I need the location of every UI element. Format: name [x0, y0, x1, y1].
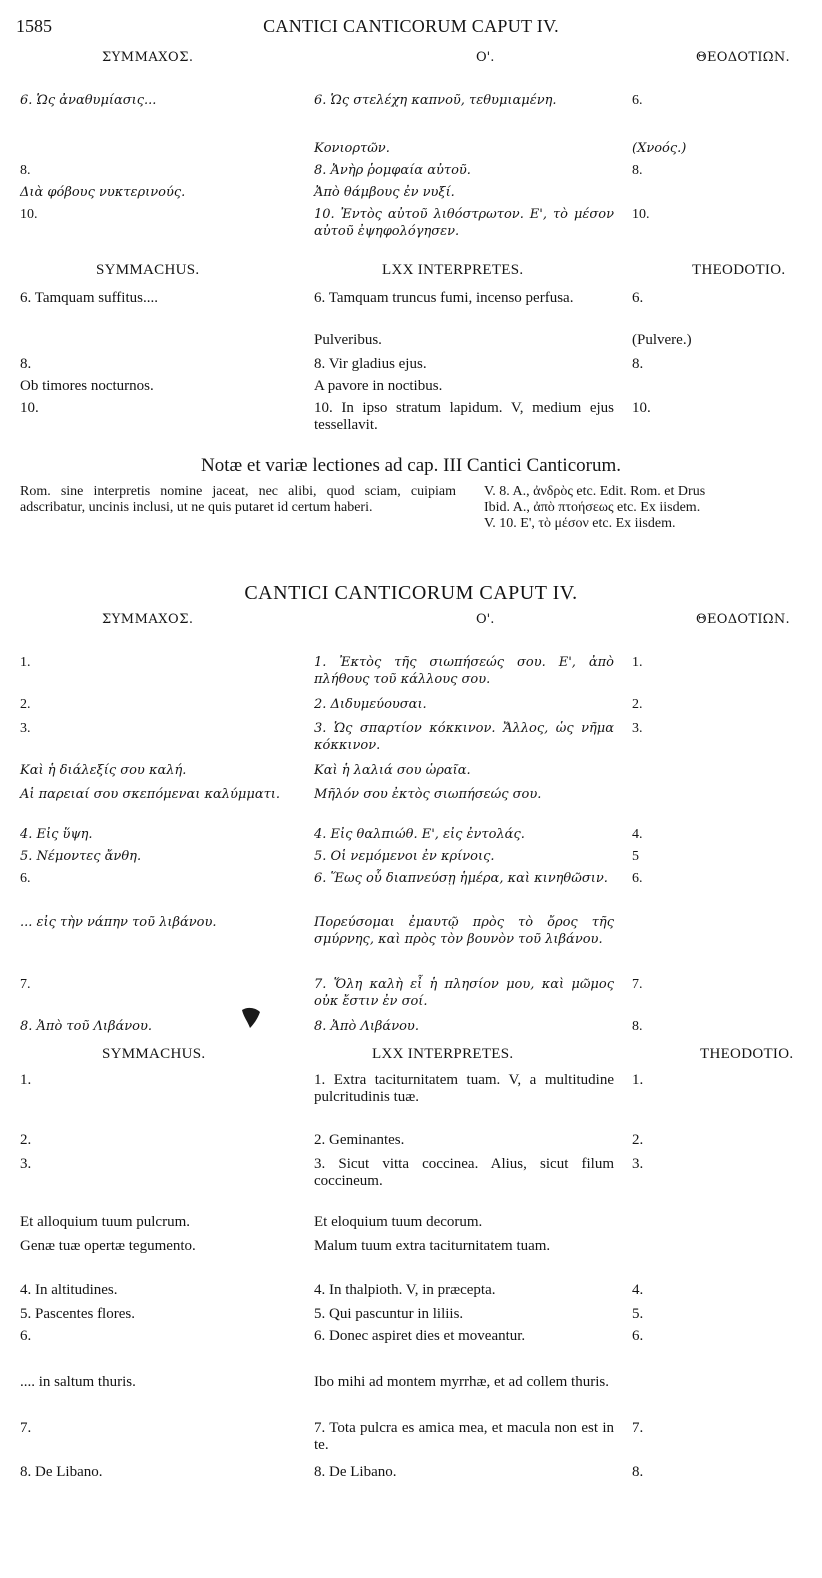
lxx-cell: Ἀπὸ θάμβους ἐν νυξί. [314, 185, 455, 200]
header-lxx-latin-2: LXX INTERPRETES. [372, 1046, 514, 1062]
table-row [0, 332, 822, 356]
symmachus-cell: 6. [20, 871, 31, 886]
theodotion-cell: 4. [632, 827, 643, 842]
lxx-cell: 7. Ὅλη καλὴ εἶ ἡ πλησίον μου, καὶ μῶμος οὐκ ἔστιν ἐν σοί. [314, 977, 614, 1009]
lxx-cell: 4. Εἰς θαλπιώθ. Ε', εἰς ἐντολάς. [314, 827, 525, 842]
table-row [0, 378, 822, 400]
theodotion-cell: 5 [632, 849, 639, 864]
theodotion-cell: 1. [632, 655, 643, 670]
symmachus-cell: 7. [20, 1420, 32, 1436]
lxx-cell: 8. Vir gladius ejus. [314, 356, 427, 372]
table-row [0, 290, 822, 332]
table-row [0, 826, 822, 848]
symmachus-cell: 6. Ὡς ἀναθυμίασις... [20, 93, 157, 108]
symmachus-cell: Ob timores nocturnos. [20, 378, 154, 394]
theodotion-cell: (Χνοός.) [632, 141, 687, 156]
theodotio-cell: 2. [632, 1132, 644, 1148]
note-line: V. 8. A., ἀνδρὸς etc. Edit. Rom. et Drus [484, 484, 706, 499]
header-theodotion-greek: ΘΕΟΔΟΤΙΩΝ. [696, 50, 790, 65]
symmachus-cell: 1. [20, 1072, 32, 1088]
header-lxx-greek: Ο'. [476, 50, 495, 65]
table-row [0, 870, 822, 914]
table-row [0, 184, 822, 206]
lxx-cell: Καὶ ἡ λαλιά σου ὡραῖα. [314, 763, 471, 778]
table-row [0, 1132, 822, 1156]
table-row [0, 206, 822, 246]
notes-title: Notæ et variæ lectiones ad cap. III Cantici Canticorum. [201, 455, 621, 476]
theodotion-cell: 8. [632, 1019, 643, 1034]
symmachus-cell: 6. [20, 1328, 32, 1344]
lxx-cell: 6. Ἕως οὗ διαπνεύσῃ ἡμέρα, καὶ κινηθῶσιν. [314, 871, 608, 886]
theodotion-cell: 8. [632, 163, 643, 178]
table-row [0, 762, 822, 786]
theodotio-cell: (Pulvere.) [632, 332, 692, 348]
symmachus-cell: 10. [20, 400, 39, 416]
lxx-cell: 10. Ἐντὸς αὐτοῦ λιθόστρωτον. Ε', τὸ μέσον αὐτοῦ ἐψηφολόγησεν. [314, 207, 614, 239]
theodotion-cell: 6. [632, 871, 643, 886]
theodotio-cell: 7. [632, 1420, 644, 1436]
table-row [0, 696, 822, 720]
lxx-cell: 7. Tota pulcra es amica mea, et macula non est in te. [314, 1420, 614, 1453]
symmachus-cell: 7. [20, 977, 31, 992]
lxx-cell: 8. Ἀπὸ Λιβάνου. [314, 1019, 419, 1034]
lxx-cell: Et eloquium tuum decorum. [314, 1214, 483, 1230]
header-theodotion-greek-2: ΘΕΟΔΟΤΙΩΝ. [696, 612, 790, 627]
lxx-cell: 6. Ὡς στελέχη καπνοῦ, τεθυμιαμένη. [314, 93, 557, 108]
table-row [0, 1238, 822, 1282]
table-row [0, 1282, 822, 1306]
symmachus-cell: Καὶ ἡ διάλεξίς σου καλή. [20, 763, 187, 778]
theodotion-cell: 3. [632, 721, 643, 736]
symmachus-cell: Et alloquium tuum pulcrum. [20, 1214, 190, 1230]
symmachus-cell: 3. [20, 1156, 32, 1172]
header-symmachus-greek: ΣΥΜΜΑΧΟΣ. [102, 50, 194, 65]
lxx-cell: 10. In ipso stratum lapidum. V, medium ejus tessellavit. [314, 400, 614, 433]
table-row [0, 1306, 822, 1328]
theodotio-cell: 10. [632, 400, 651, 416]
lxx-cell: 6. Tamquam truncus fumi, incenso perfusa. [314, 290, 574, 306]
lxx-cell: 5. Qui pascuntur in liliis. [314, 1306, 464, 1322]
symmachus-cell: 8. De Libano. [20, 1464, 103, 1480]
theodotio-cell: 8. [632, 356, 644, 372]
chapter-title: CANTICI CANTICORUM CAPUT IV. [244, 582, 578, 604]
table-row [0, 786, 822, 826]
running-title: CANTICI CANTICORUM CAPUT IV. [263, 16, 559, 36]
table-row [0, 976, 822, 1018]
symmachus-cell: Genæ tuæ opertæ tegumento. [20, 1238, 196, 1254]
table-row [0, 400, 822, 444]
note-line: Ibid. A., ἀπὸ πτοήσεως etc. Ex iisdem. [484, 500, 701, 515]
header-lxx-greek-2: Ο'. [476, 612, 495, 627]
table-row [0, 162, 822, 184]
lxx-cell: 5. Οἱ νεμόμενοι ἐν κρίνοις. [314, 849, 495, 864]
symmachus-cell: 2. [20, 697, 31, 712]
lxx-cell: Pulveribus. [314, 332, 382, 348]
theodotio-cell: 3. [632, 1156, 644, 1172]
table-row [0, 1420, 822, 1464]
lxx-cell: Malum tuum extra taciturnitatem tuam. [314, 1238, 551, 1254]
table-row [0, 1018, 822, 1038]
theodotion-cell: 2. [632, 697, 643, 712]
symmachus-cell: 2. [20, 1132, 32, 1148]
theodotio-cell: 6. [632, 290, 644, 306]
note-line: V. 10. Ε', τὸ μέσον etc. Ex iisdem. [484, 516, 676, 531]
table-row [0, 1214, 822, 1238]
symmachus-cell: 5. Pascentes flores. [20, 1306, 135, 1322]
lxx-cell: Μῆλόν σου ἐκτὸς σιωπήσεώς σου. [314, 787, 542, 802]
theodotio-cell: 1. [632, 1072, 644, 1088]
lxx-cell: 8. De Libano. [314, 1464, 397, 1480]
table-row [0, 914, 822, 976]
table-row [0, 92, 822, 140]
symmachus-cell: .... in saltum thuris. [20, 1374, 136, 1390]
theodotio-cell: 5. [632, 1306, 644, 1322]
lxx-cell: 3. Sicut vitta coccinea. Alius, sicut filum coccineum. [314, 1156, 614, 1189]
lxx-cell: 8. Ἀνὴρ ῥομφαία αὐτοῦ. [314, 163, 471, 178]
notes-right [484, 484, 820, 532]
symmachus-cell: 4. Εἰς ὕψη. [20, 827, 93, 842]
theodotion-cell: 10. [632, 207, 650, 222]
lxx-cell: 1. Extra taciturnitatem tuam. V, a multitudine pulcritudinis tuæ. [314, 1072, 614, 1105]
lxx-cell: Κονιορτῶν. [314, 141, 390, 156]
lxx-cell: 6. Donec aspiret dies et moveantur. [314, 1328, 526, 1344]
symmachus-cell: 10. [20, 207, 38, 222]
lxx-cell: 3. Ὡς σπαρτίον κόκκινον. Ἄλλος, ὡς νῆμα κόκκινον. [314, 721, 614, 753]
lxx-cell: 1. Ἐκτὸς τῆς σιωπήσεώς σου. Ε', ἀπὸ πλήθους τοῦ κάλλους σου. [314, 655, 614, 687]
lxx-cell: 4. In thalpioth. V, in præcepta. [314, 1282, 496, 1298]
symmachus-cell: 8. [20, 163, 31, 178]
symmachus-cell: 8. Ἀπὸ τοῦ Λιβάνου. [20, 1019, 153, 1034]
theodotio-cell: 6. [632, 1328, 644, 1344]
table-row [0, 140, 822, 162]
symmachus-cell: 5. Νέμοντες ἄνθη. [20, 849, 142, 864]
header-theodotio-latin: THEODOTIO. [692, 262, 786, 278]
header-symmachus-latin-2: SYMMACHUS. [102, 1046, 206, 1062]
lxx-cell: Ibo mihi ad montem myrrhæ, et ad collem thuris. [314, 1374, 609, 1390]
table-row [0, 1156, 822, 1214]
symmachus-cell: ... εἰς τὴν νάπην τοῦ λιβάνου. [20, 915, 217, 930]
lxx-cell: 2. Διδυμεύουσαι. [314, 697, 427, 712]
section1-latin-table [0, 290, 822, 444]
lxx-cell: 2. Geminantes. [314, 1132, 405, 1148]
header-theodotio-latin-2: THEODOTIO. [700, 1046, 794, 1062]
lxx-cell: Πορεύσομαι ἐμαυτῷ πρὸς τὸ ὄρος τῆς σμύρνης, καὶ πρὸς τὸν βουνὸν τοῦ λιβάνου. [314, 915, 614, 947]
symmachus-cell: 1. [20, 655, 31, 670]
section1-greek-table [0, 92, 822, 246]
ink-blot-icon [238, 1004, 264, 1036]
symmachus-cell: Αἱ παρειαί σου σκεπόμεναι καλύμματι. [20, 787, 281, 802]
table-row [0, 1464, 822, 1486]
header-lxx-latin: LXX INTERPRETES. [382, 262, 524, 278]
notes-left-text: Rom. sine interpretis nomine jaceat, nec alibi, quod sciam, cuipiam adscribatur, uncinis inclusi, ut ne quis putaret id certum haberi. [20, 484, 456, 515]
theodotio-cell: 8. [632, 1464, 644, 1480]
header-symmachus-latin: SYMMACHUS. [96, 262, 200, 278]
table-row [0, 356, 822, 378]
symmachus-cell: 6. Tamquam suffitus.... [20, 290, 158, 306]
symmachus-cell: 3. [20, 721, 31, 736]
table-row [0, 1374, 822, 1420]
table-row [0, 1072, 822, 1132]
lxx-cell: A pavore in noctibus. [314, 378, 443, 394]
symmachus-cell: 4. In altitudines. [20, 1282, 118, 1298]
table-row [0, 848, 822, 870]
header-symmachus-greek-2: ΣΥΜΜΑΧΟΣ. [102, 612, 194, 627]
page-number: 1585 [16, 16, 52, 36]
table-row [0, 720, 822, 762]
symmachus-cell: Διὰ φόβους νυκτερινούς. [20, 185, 186, 200]
table-row [0, 1328, 822, 1374]
section2-latin-table [0, 1072, 822, 1486]
table-row [0, 654, 822, 696]
theodotion-cell: 7. [632, 977, 643, 992]
theodotio-cell: 4. [632, 1282, 644, 1298]
theodotion-cell: 6. [632, 93, 643, 108]
section2-greek-table [0, 654, 822, 1038]
symmachus-cell: 8. [20, 356, 32, 372]
